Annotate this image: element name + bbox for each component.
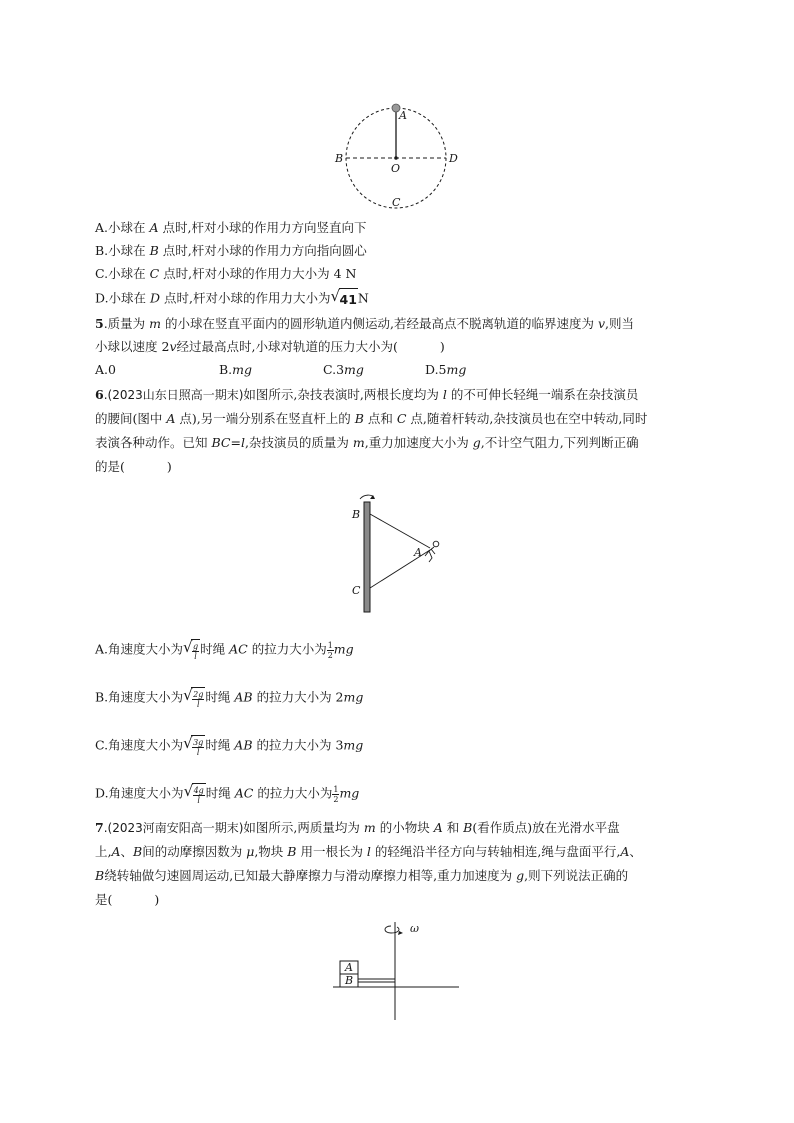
q6-option-c[interactable]: C.角速度大小为 √ $\frac{3g}{l}$ 时绳 AB 的拉力大小为 3mg <box>95 734 364 757</box>
sqrt-g-over-l: √ $\frac{g}{l}$ <box>183 638 199 661</box>
q6-line-2: 的腰间(图中 A 点),另一端分别系在竖直杆上的 B 点和 C 点,随着杆转动,杂技演员也在空中转动,同时 <box>95 411 648 426</box>
vertical-pole <box>364 502 370 612</box>
q7-line-4: 是( ) <box>95 892 160 907</box>
figure-turntable <box>325 920 465 1024</box>
label-C: C <box>392 196 401 209</box>
q5-option-c[interactable]: C.3mg <box>323 362 364 377</box>
q6-option-a[interactable]: A.角速度大小为 √ $\frac{g}{l}$ 时绳 AC 的拉力大小为 $\frac{1}{2}$ mg <box>95 638 354 661</box>
label-B: B <box>335 152 344 165</box>
rope-AB <box>370 514 430 548</box>
q6-line-4: 的是( ) <box>95 459 172 474</box>
q5-option-a[interactable]: A.0 <box>95 362 116 377</box>
label-B: B <box>345 974 354 987</box>
label-A: A <box>414 546 422 559</box>
sqrt-3g-over-l: √ $\frac{3g}{l}$ <box>183 734 204 757</box>
sqrt-41: √ 41 <box>331 288 358 310</box>
q6-line-1: 6.(2023山东日照高一期末)如图所示,杂技表演时,两根长度均为 l 的不可伸长轻绳一端系在杂技演员 <box>95 387 639 402</box>
label-omega: ω <box>410 922 419 935</box>
q6-line-3: 表演各种动作。已知 BC=l,杂技演员的质量为 m,重力加速度大小为 g,不计空气阻力,下列判断正确 <box>95 435 639 450</box>
q7-line-2: 上,A、B间的动摩擦因数为 μ,物块 B 用一根长为 l 的轻绳沿半径方向与转轴相连,绳与盘面平行,A、 <box>95 844 642 859</box>
label-D: D <box>449 152 458 165</box>
sqrt-2g-over-l: √ $\frac{2g}{l}$ <box>183 686 204 709</box>
figure-circle-rod <box>330 98 470 214</box>
q4-option-b[interactable]: B.小球在 B 点时,杆对小球的作用力方向指向圆心 <box>95 243 367 258</box>
label-B: B <box>352 508 361 521</box>
figure-acrobat-pole <box>345 488 455 616</box>
q7-line-1: 7.(2023河南安阳高一期末)如图所示,两质量均为 m 的小物块 A 和 B(看作质点)放在光滑水平盘 <box>95 820 620 835</box>
q6-option-b[interactable]: B.角速度大小为 √ $\frac{2g}{l}$ 时绳 AB 的拉力大小为 2mg <box>95 686 364 709</box>
q6-option-d[interactable]: D.角速度大小为 √ $\frac{4g}{l}$ 时绳 AC 的拉力大小为 $\frac{1}{2}$ mg <box>95 782 360 805</box>
sqrt-4g-over-l: √ $\frac{4g}{l}$ <box>183 782 204 805</box>
center-point <box>394 156 398 160</box>
q5-option-b[interactable]: B.mg <box>219 362 253 377</box>
q7-line-3: B绕转轴做匀速圆周运动,已知最大静摩擦力与滑动摩擦力相等,重力加速度为 g,则下列说法正确的 <box>95 868 629 883</box>
label-O: O <box>391 162 401 175</box>
q5-option-d[interactable]: D.5mg <box>425 362 467 377</box>
q4-option-c[interactable]: C.小球在 C 点时,杆对小球的作用力大小为 4 N <box>95 266 357 281</box>
q4-option-d[interactable]: D.小球在 D 点时,杆对小球的作用力大小为 √ 41N <box>95 288 369 310</box>
label-A: A <box>399 109 407 122</box>
q4-option-a[interactable]: A.小球在 A 点时,杆对小球的作用力方向竖直向下 <box>95 220 367 235</box>
rotation-arrow-icon <box>385 926 399 933</box>
q5-line-2: 小球以速度 2v经过最高点时,小球对轨道的压力大小为( ) <box>95 339 445 354</box>
label-A: A <box>345 961 353 974</box>
label-C: C <box>352 584 361 597</box>
q5-line-1: 5.质量为 m 的小球在竖直平面内的圆形轨道内侧运动,若经最高点不脱离轨道的临界速度为 v,则当 <box>95 316 634 331</box>
